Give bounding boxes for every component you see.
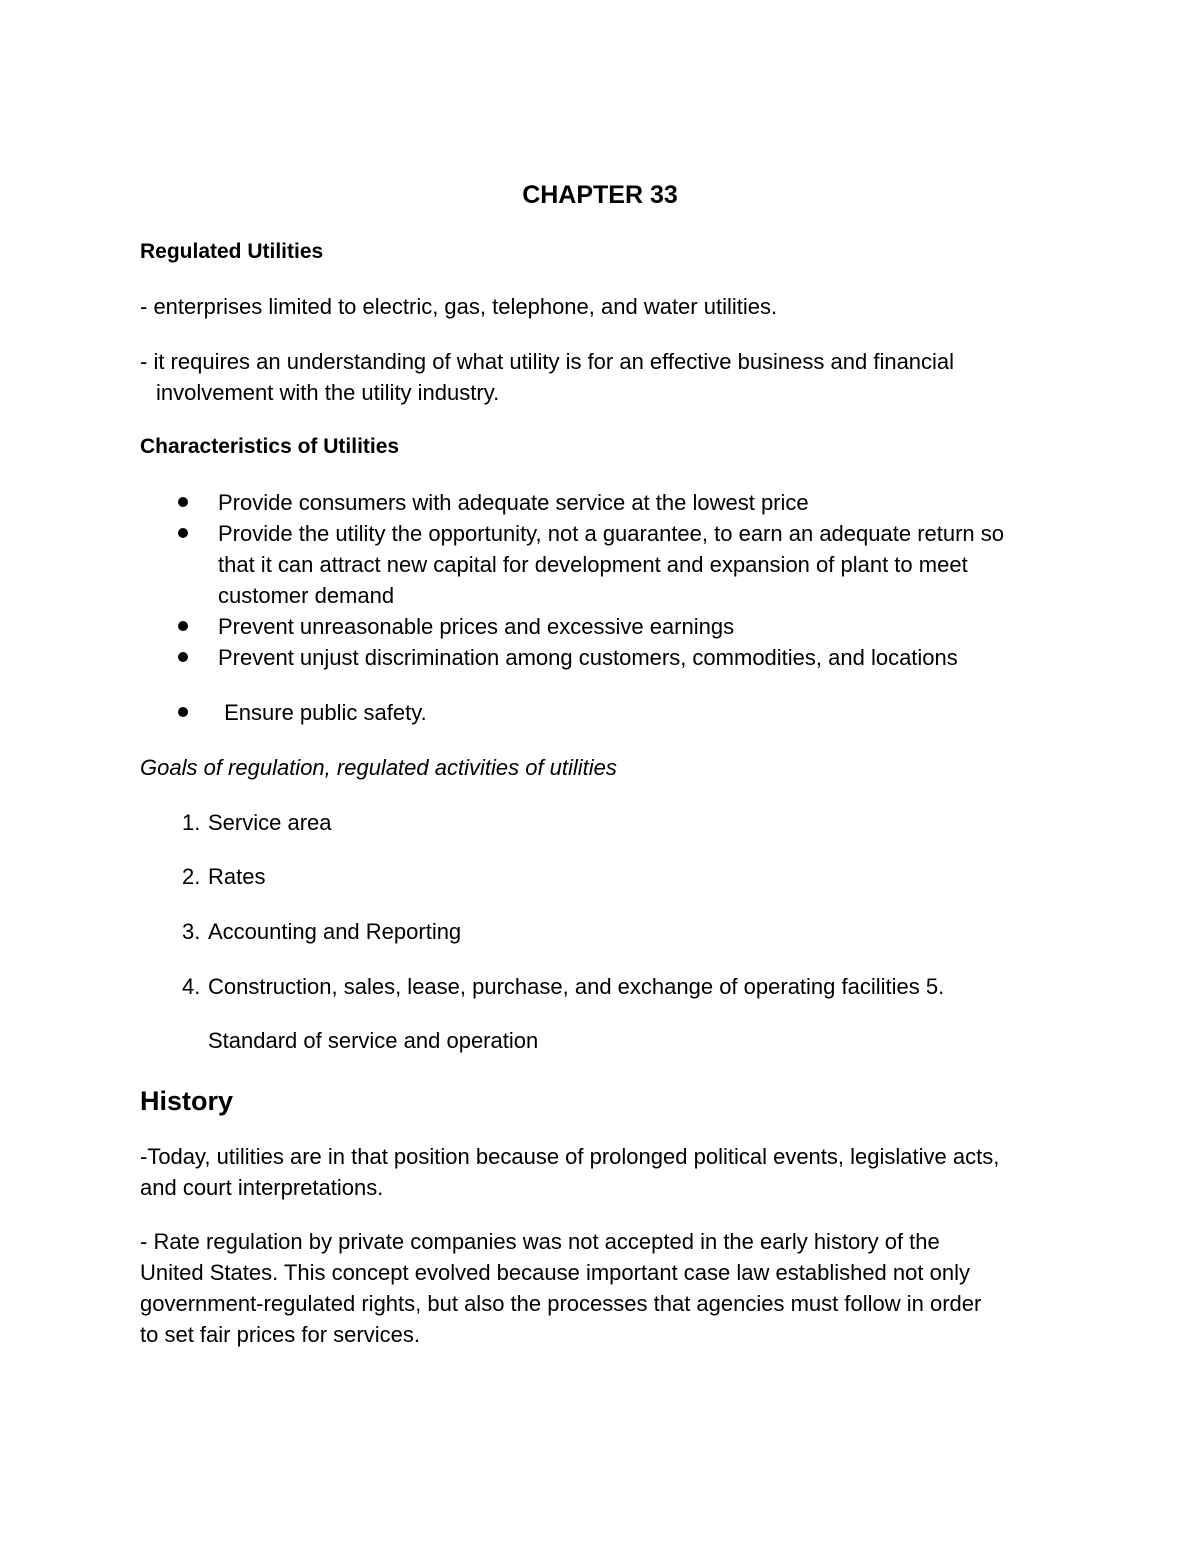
list-item: Rates [208, 864, 266, 889]
section-heading-goals: Goals of regulation, regulated activities of utilities [140, 755, 617, 780]
bullet-icon [178, 528, 188, 538]
paragraph-text: and court interpretations. [140, 1175, 384, 1200]
paragraph-text: -Today, utilities are in that position because of prolonged political events, legislative acts, [140, 1144, 1000, 1169]
bullet-icon [178, 497, 188, 507]
list-number: 1. [182, 810, 201, 835]
page-title: CHAPTER 33 [522, 181, 678, 209]
list-item: customer demand [218, 583, 395, 608]
paragraph-text: United States. This concept evolved because important case law established not only [140, 1260, 970, 1285]
paragraph-text: involvement with the utility industry. [156, 380, 500, 405]
list-item-continuation: Standard of service and operation [208, 1028, 539, 1053]
list-number: 2. [182, 864, 201, 889]
paragraph-text: - it requires an understanding of what utility is for an effective business and financial [140, 349, 955, 374]
paragraph-text: - enterprises limited to electric, gas, telephone, and water utilities. [140, 294, 778, 319]
list-item: Prevent unreasonable prices and excessive earnings [218, 614, 735, 639]
list-number: 4. [182, 974, 201, 999]
bullet-icon [178, 652, 188, 662]
list-number: 3. [182, 919, 201, 944]
paragraph-text: government-regulated rights, but also the processes that agencies must follow in order [140, 1291, 982, 1316]
list-item: Accounting and Reporting [208, 919, 462, 944]
bullet-icon [178, 707, 188, 717]
list-item: that it can attract new capital for development and expansion of plant to meet [218, 552, 968, 577]
paragraph-text: - Rate regulation by private companies was not accepted in the early history of the [140, 1229, 940, 1254]
list-item: Provide the utility the opportunity, not a guarantee, to earn an adequate return so [218, 521, 1005, 546]
list-item: Ensure public safety. [218, 700, 427, 725]
section-heading-history: History [140, 1086, 234, 1116]
paragraph-text: to set fair prices for services. [140, 1322, 420, 1347]
list-item: Service area [208, 810, 332, 835]
list-item: Construction, sales, lease, purchase, and exchange of operating facilities 5. [208, 974, 945, 999]
bullet-icon [178, 621, 188, 631]
section-heading-characteristics: Characteristics of Utilities [140, 435, 400, 458]
list-item: Provide consumers with adequate service at the lowest price [218, 490, 809, 515]
list-item: Prevent unjust discrimination among customers, commodities, and locations [218, 645, 958, 670]
section-heading-regulated-utilities: Regulated Utilities [140, 240, 324, 263]
